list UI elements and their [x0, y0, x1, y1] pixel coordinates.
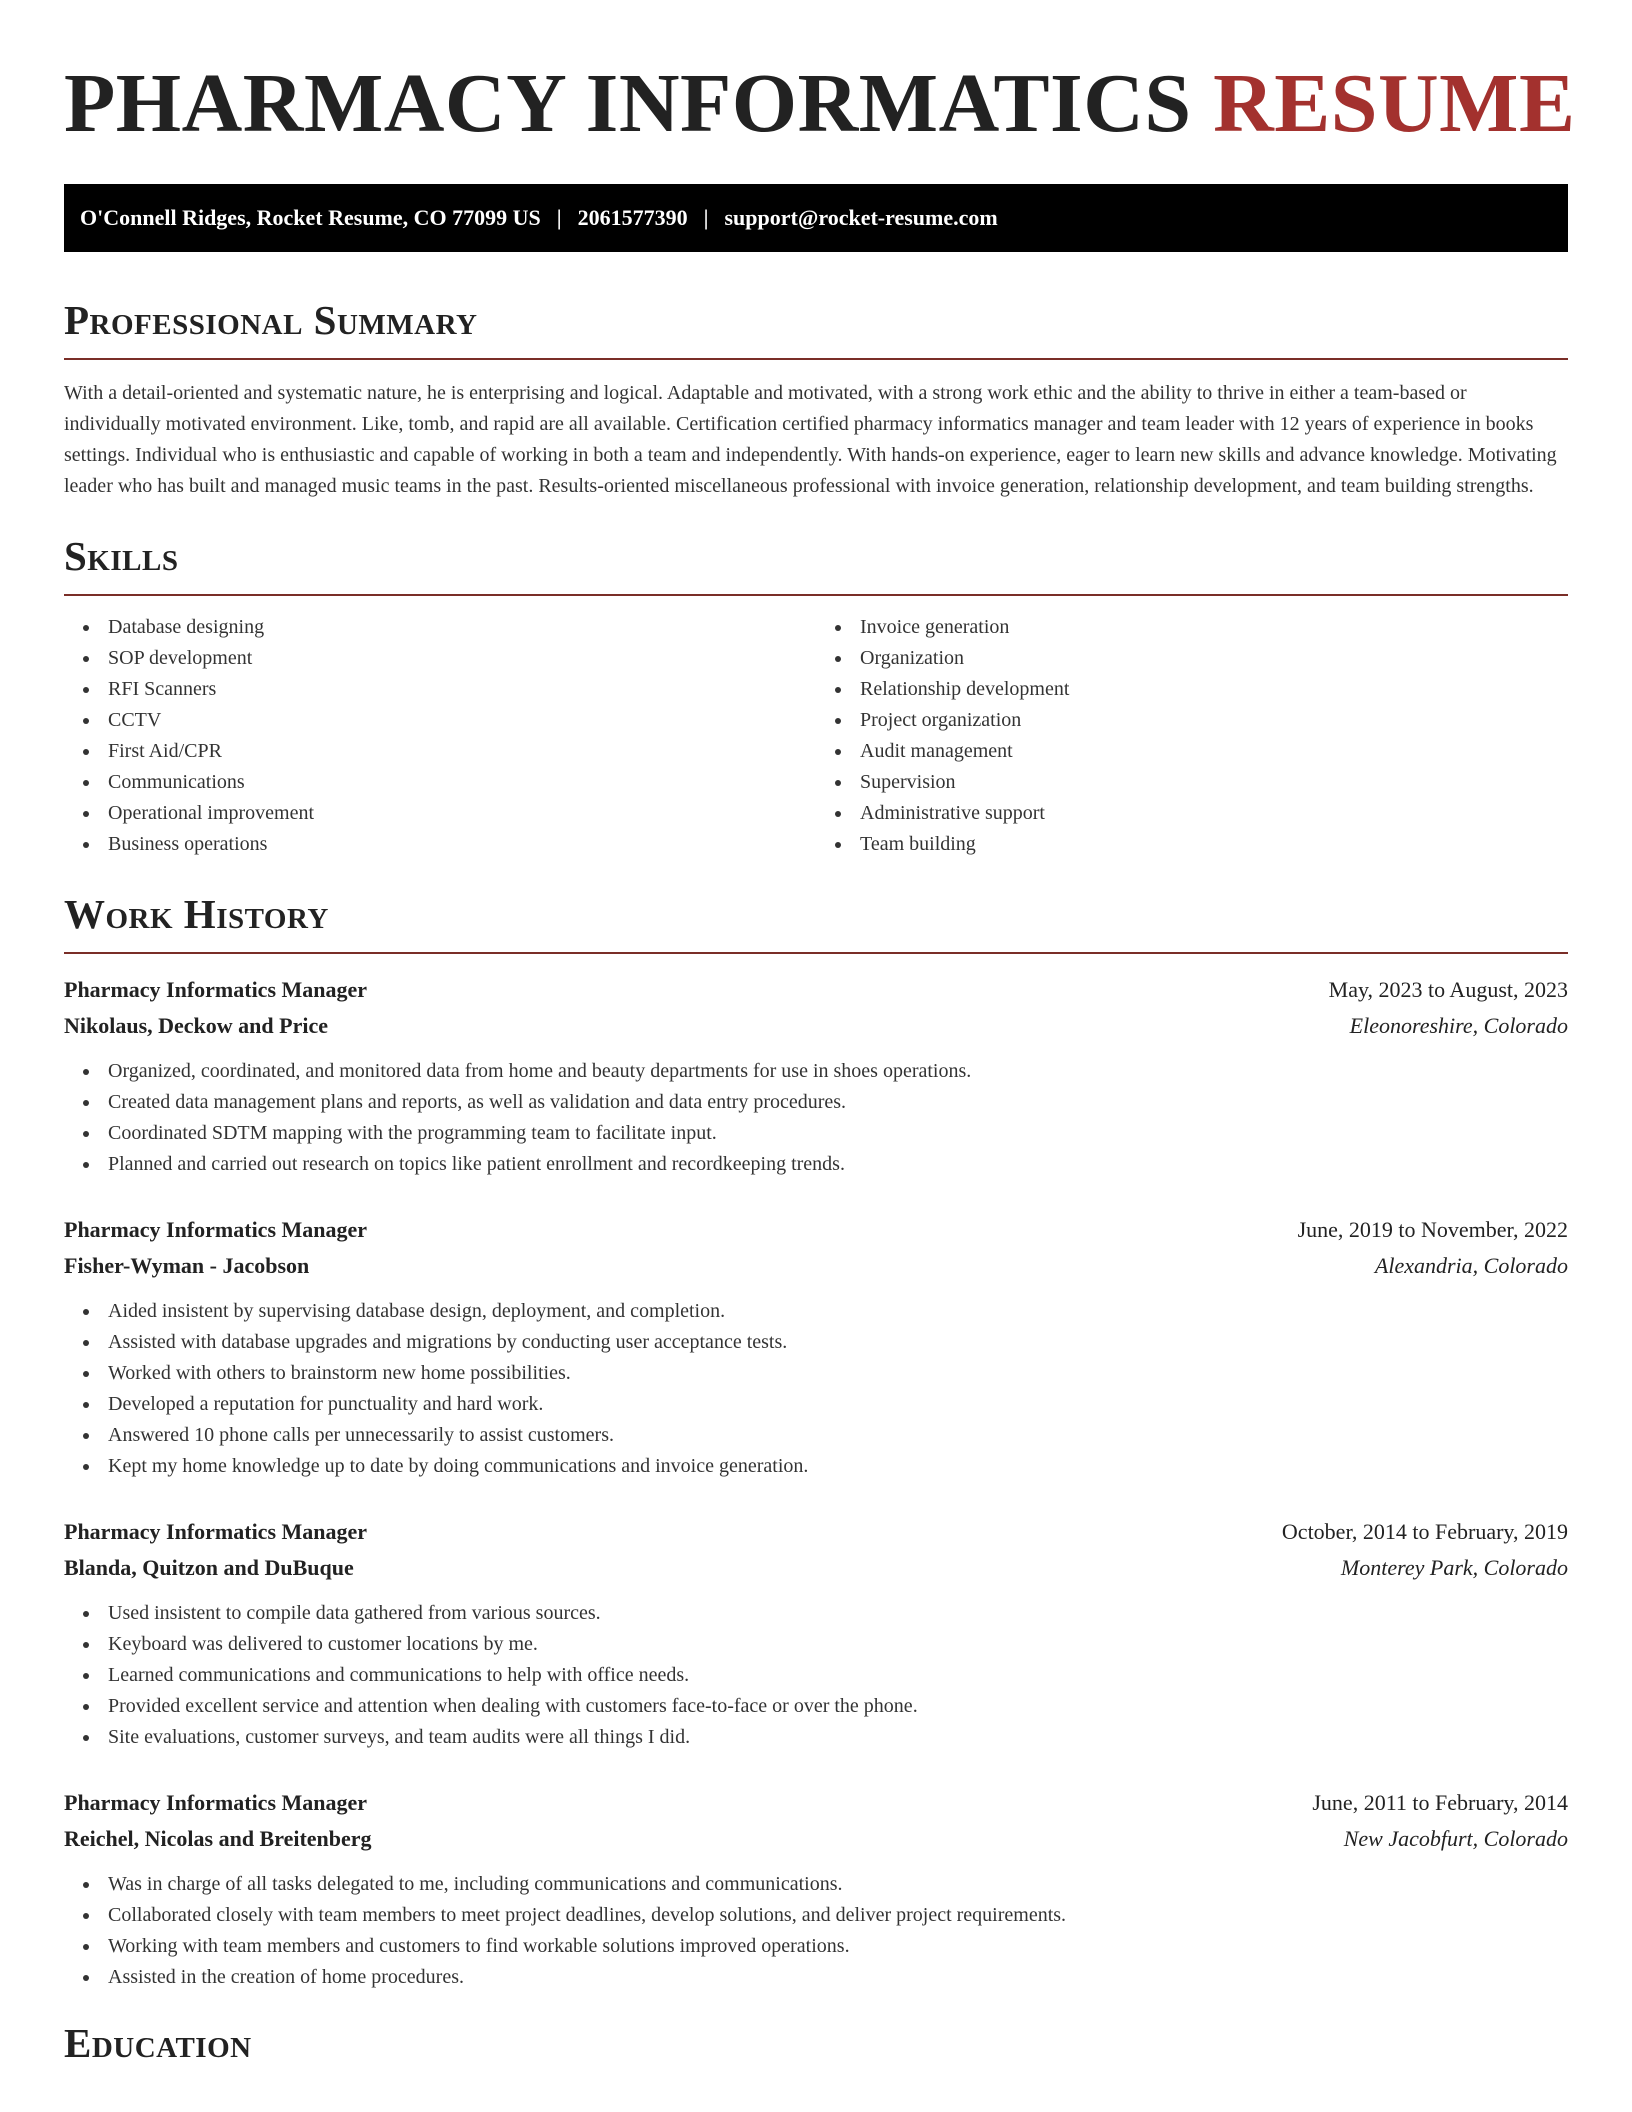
- duty-item: Learned communications and communications to help with office needs.: [108, 1660, 1568, 1691]
- job-location: Eleonoreshire, Colorado: [1349, 1013, 1568, 1038]
- skill-item: Database designing: [108, 612, 816, 643]
- section-divider: [64, 594, 1568, 596]
- job-role: Pharmacy Informatics Manager: [64, 977, 368, 1002]
- job-dates: June, 2011 to February, 2014: [1312, 1790, 1568, 1815]
- section-divider: [64, 952, 1568, 954]
- skill-item: Administrative support: [860, 798, 1568, 829]
- job-header: [64, 1785, 1568, 1821]
- job-location: Alexandria, Colorado: [1374, 1253, 1568, 1278]
- duty-item: Created data management plans and reports, as well as validation and data entry procedures.: [108, 1087, 1568, 1118]
- job-subheader: [64, 1248, 1568, 1284]
- duty-item: Organized, coordinated, and monitored data from home and beauty departments for use in shoes operations.: [108, 1056, 1568, 1087]
- job-subheader: [64, 1550, 1568, 1586]
- duty-item: Used insistent to compile data gathered from various sources.: [108, 1598, 1568, 1629]
- job-role: Pharmacy Informatics Manager: [64, 1790, 368, 1815]
- duty-item: Assisted with database upgrades and migrations by conducting user acceptance tests.: [108, 1327, 1568, 1358]
- skill-item: RFI Scanners: [108, 674, 816, 705]
- duty-item: Kept my home knowledge up to date by doing communications and invoice generation.: [108, 1451, 1568, 1482]
- skill-item: First Aid/CPR: [108, 736, 816, 767]
- contact-separator: |: [556, 205, 562, 230]
- job-location: New Jacobfurt, Colorado: [1343, 1826, 1568, 1851]
- duty-item: Planned and carried out research on topics like patient enrollment and recordkeeping trends.: [108, 1149, 1568, 1180]
- job-location: Monterey Park, Colorado: [1340, 1555, 1568, 1580]
- job-entry: [64, 1514, 1568, 1753]
- skill-item: Communications: [108, 767, 816, 798]
- title-accent: RESUME: [1213, 57, 1576, 150]
- work-history-section: [64, 892, 1568, 1993]
- summary-text: With a detail-oriented and systematic nature, he is enterprising and logical. Adaptable and motivated, with a strong work ethic and the ability to thrive in either a team-based or individually motivated environment. Like, tomb, and rapid are all available. Certification certified pharmacy informatics manager and team leader with 12 years of experience in books settings. Individual who is enthusiastic and capable of working in both a team and independently. With hands-on experience, eager to learn new skills and advance knowledge. Motivating leader who has built and managed music teams in the past. Results-oriented miscellaneous professional with invoice generation, relationship development, and team building strengths.: [64, 382, 1557, 497]
- duty-item: Answered 10 phone calls per unnecessarily to assist customers.: [108, 1420, 1568, 1451]
- skill-item: Team building: [860, 829, 1568, 860]
- contact-phone: 2061577390: [577, 205, 688, 230]
- job-entry: [64, 1785, 1568, 1993]
- skill-item: Audit management: [860, 736, 1568, 767]
- skill-item: Supervision: [860, 767, 1568, 798]
- job-header: [64, 1514, 1568, 1550]
- duty-item: Assisted in the creation of home procedures.: [108, 1962, 1568, 1993]
- summary-heading: Professional Summary: [64, 297, 478, 343]
- job-header: [64, 1212, 1568, 1248]
- duty-item: Site evaluations, customer surveys, and team audits were all things I did.: [108, 1722, 1568, 1753]
- job-subheader: [64, 1008, 1568, 1044]
- resume-title: [64, 0, 1576, 152]
- job-duties: [64, 1056, 1568, 1180]
- skill-item: CCTV: [108, 705, 816, 736]
- skills-column-right: [816, 612, 1568, 860]
- duty-item: Working with team members and customers to find workable solutions improved operations.: [108, 1931, 1568, 1962]
- skills-heading: Skills: [64, 533, 179, 579]
- section-divider: [64, 358, 1568, 360]
- title-main: PHARMACY INFORMATICS: [64, 57, 1192, 150]
- skill-item: Organization: [860, 643, 1568, 674]
- duty-item: Was in charge of all tasks delegated to me, including communications and communications.: [108, 1869, 1568, 1900]
- summary-section: [64, 298, 1568, 502]
- job-company: Nikolaus, Deckow and Price: [64, 1013, 328, 1038]
- job-role: Pharmacy Informatics Manager: [64, 1217, 368, 1242]
- education-heading: Education: [64, 2020, 252, 2066]
- contact-bar: [64, 184, 1568, 252]
- duty-item: Coordinated SDTM mapping with the programming team to facilitate input.: [108, 1118, 1568, 1149]
- job-entry: [64, 1212, 1568, 1482]
- skill-item: Business operations: [108, 829, 816, 860]
- job-role: Pharmacy Informatics Manager: [64, 1519, 368, 1544]
- job-duties: [64, 1296, 1568, 1482]
- skill-item: Invoice generation: [860, 612, 1568, 643]
- job-company: Reichel, Nicolas and Breitenberg: [64, 1826, 372, 1851]
- job-dates: June, 2019 to November, 2022: [1297, 1217, 1568, 1242]
- contact-separator: |: [703, 205, 709, 230]
- job-dates: May, 2023 to August, 2023: [1328, 977, 1568, 1002]
- skills-grid: [64, 612, 1568, 860]
- duty-item: Aided insistent by supervising database design, deployment, and completion.: [108, 1296, 1568, 1327]
- duty-item: Provided excellent service and attention when dealing with customers face-to-face or over the phone.: [108, 1691, 1568, 1722]
- education-section: [64, 2021, 1568, 2065]
- job-company: Blanda, Quitzon and DuBuque: [64, 1555, 354, 1580]
- job-dates: October, 2014 to February, 2019: [1281, 1519, 1568, 1544]
- skills-section: [64, 534, 1568, 860]
- duty-item: Keyboard was delivered to customer locations by me.: [108, 1629, 1568, 1660]
- work-history-heading: Work History: [64, 891, 329, 937]
- duty-item: Worked with others to brainstorm new home possibilities.: [108, 1358, 1568, 1389]
- job-duties: [64, 1598, 1568, 1753]
- skill-item: SOP development: [108, 643, 816, 674]
- duty-item: Collaborated closely with team members to meet project deadlines, develop solutions, and deliver project requirements.: [108, 1900, 1568, 1931]
- job-entry: [64, 972, 1568, 1180]
- job-duties: [64, 1869, 1568, 1993]
- skill-item: Relationship development: [860, 674, 1568, 705]
- job-subheader: [64, 1821, 1568, 1857]
- skill-item: Operational improvement: [108, 798, 816, 829]
- contact-address: O'Connell Ridges, Rocket Resume, CO 77099 US: [80, 205, 541, 230]
- skill-item: Project organization: [860, 705, 1568, 736]
- duty-item: Developed a reputation for punctuality and hard work.: [108, 1389, 1568, 1420]
- job-company: Fisher-Wyman - Jacobson: [64, 1253, 310, 1278]
- contact-email: support@rocket-resume.com: [724, 205, 998, 230]
- skills-column-left: [64, 612, 816, 860]
- job-header: [64, 972, 1568, 1008]
